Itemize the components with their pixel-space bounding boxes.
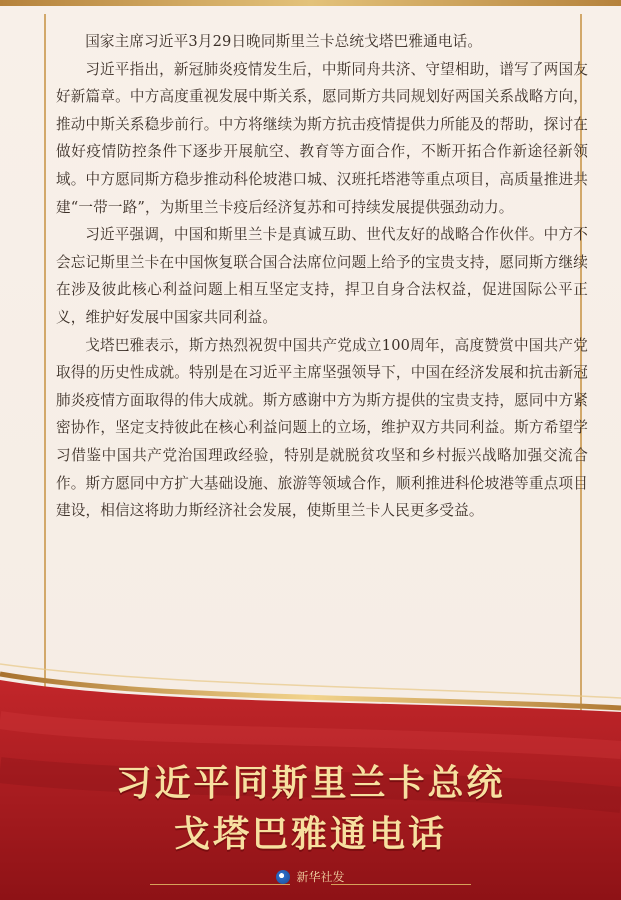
- xinhua-logo-icon: [276, 870, 290, 884]
- headline-line-1: 习近平同斯里兰卡总统: [115, 762, 506, 804]
- article-paragraph-3: 习近平强调，中国和斯里兰卡是真诚互助、世代友好的战略合作伙伴。中方不会忘记斯里兰卡在中国恢复联合国合法席位问题上给予的宝贵支持，愿同斯方继续在涉及彼此核心利益问题上相互坚定支持，捍卫自身合法权益，促进国际公平正义，维护好发展中国家共同利益。: [56, 226, 588, 326]
- top-gold-bar: [0, 0, 621, 6]
- headline-line-2: 戈塔巴雅通电话: [173, 813, 447, 855]
- article-paragraph-1: 国家主席习近平3月29日晚同斯里兰卡总统戈塔巴雅通电话。: [85, 33, 483, 50]
- article-body: [56, 28, 588, 525]
- credit-line: [0, 868, 621, 885]
- article-paragraph-2: 习近平指出，新冠肺炎疫情发生后，中斯同舟共济、守望相助，谱写了两国友好新篇章。中方高度重视发展中斯关系，愿同斯方共同规划好两国关系战略方向，推动中斯关系稳步前行。中方将继续为斯方抗击疫情提供力所能及的帮助，探讨在做好疫情防控条件下逐步开展航空、教育等方面合作，不断开拓合作新途径新领域。中方愿同斯方稳步推动科伦坡港口城、汉班托塔港等重点项目，高质量推进共建“一带一路”，为斯里兰卡疫后经济复苏和可持续发展提供强劲动力。: [56, 60, 588, 216]
- article-paragraph-4: 戈塔巴雅表示，斯方热烈祝贺中国共产党成立100周年，高度赞赏中国共产党取得的历史性成就。特别是在习近平主席坚强领导下，中国在经济发展和抗击新冠肺炎疫情方面取得的伟大成就。斯方感谢中方为斯方提供的宝贵支持，愿同中方紧密协作，坚定支持彼此在核心利益问题上的立场，维护双方共同利益。斯方希望学习借鉴中国共产党治国理政经验，特别是就脱贫攻坚和乡村振兴战略加强交流合作。斯方愿同中方扩大基础设施、旅游等领域合作，顺利推进科伦坡港等重点项目建设，相信这将助力斯经济社会发展，使斯里兰卡人民更多受益。: [56, 336, 588, 520]
- credit-agency: 新华社发: [296, 870, 345, 884]
